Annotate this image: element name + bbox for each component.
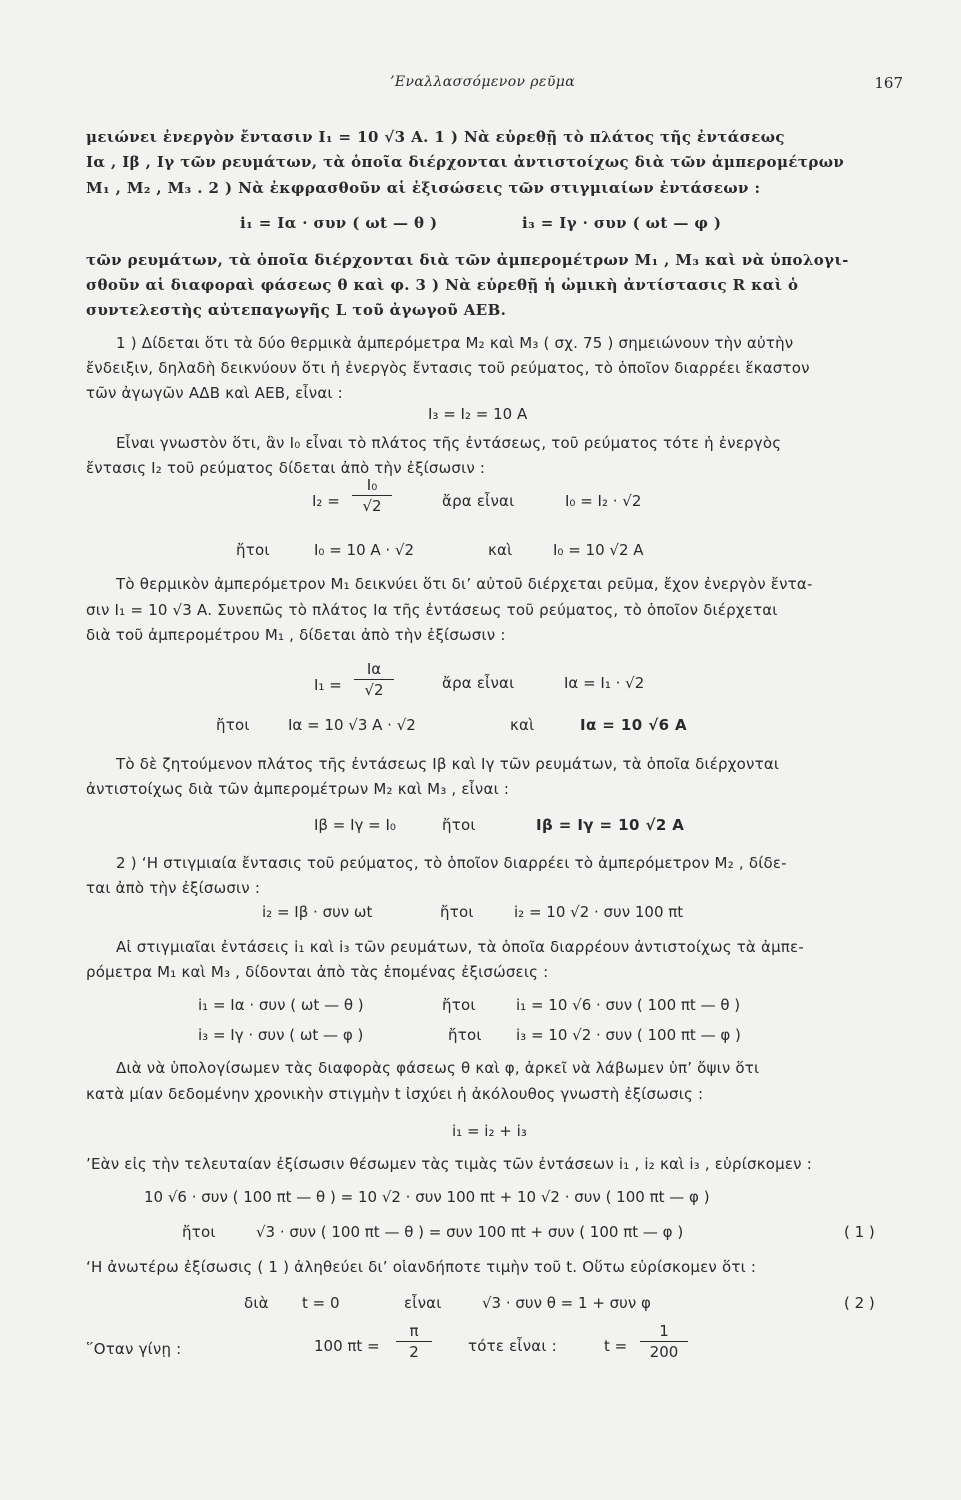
text-line: διὰ — [244, 1294, 269, 1312]
problem-line: σθοῦν αἱ διαφοραὶ φάσεως θ καὶ φ. 3 ) Νὰ εὑρεθῇ ἡ ὠμικὴ ἀντίστασις R καὶ ὁ — [86, 276, 799, 294]
text-line: εἶναι — [404, 1294, 442, 1312]
problem-line: M₁ , M₂ , M₃ . 2 ) Νὰ ἐκφρασθοῦν αἱ ἐξισώσεις τῶν στιγμιαίων ἐντάσεων : — [86, 179, 761, 197]
equation: i₁ = i₂ + i₃ — [452, 1122, 527, 1140]
text-line: ‘Η ἀνωτέρω ἐξίσωσις ( 1 ) ἀληθεύει δι’ οἱανδήποτε τιμὴν τοῦ t. Οὕτω εὑρίσκομεν ὅτι : — [86, 1258, 757, 1276]
chapter-title: ’Εναλλασσόμενον ρεῦμα — [390, 74, 576, 90]
text-line: ἤτοι — [236, 541, 270, 559]
fraction-denominator: 2 — [409, 1343, 419, 1361]
fraction-numerator: Iα — [354, 660, 394, 680]
text-line: ῞Οταν γίνῃ : — [86, 1340, 182, 1358]
text-line: ἤτοι — [182, 1223, 216, 1241]
text-line: ἄρα εἶναι — [442, 492, 515, 510]
equation: I₁ = — [314, 676, 342, 694]
equation: i₁ = Iα · συν ( ωt — θ ) — [240, 214, 438, 232]
equation: 10 √6 · συν ( 100 πt — θ ) = 10 √2 · συν 100 πt + 10 √2 · συν ( 100 πt — φ ) — [144, 1188, 710, 1206]
equation-number: ( 1 ) — [844, 1223, 875, 1241]
fraction — [396, 1322, 432, 1361]
problem-line: Iα , Iβ , Iγ τῶν ρευμάτων, τὰ ὁποῖα διέρχονται ἀντιστοίχως διὰ τῶν ἀμπερομέτρων — [86, 153, 845, 171]
equation: I₀ = I₂ · √2 — [565, 492, 642, 510]
equation: i₃ = Iγ · συν ( ωt — φ ) — [522, 214, 722, 232]
equation: √3 · συν ( 100 πt — θ ) = συν 100 πt + συν ( 100 πt — φ ) — [256, 1223, 684, 1241]
fraction — [354, 660, 394, 699]
equation: I₃ = I₂ = 10 A — [428, 405, 528, 423]
equation: i₂ = 10 √2 · συν 100 πt — [514, 903, 684, 921]
text-line: ’Εὰν εἰς τὴν τελευταίαν ἐξίσωσιν θέσωμεν τὰς τιμὰς τῶν ἐντάσεων i₁ , i₂ καὶ i₃ , εὑρίσκομεν : — [86, 1155, 812, 1173]
text-line: διὰ τοῦ ἀμπερομέτρου M₁ , δίδεται ἀπὸ τὴν ἐξίσωσιν : — [86, 626, 506, 644]
problem-line: συντελεστὴς αὐτεπαγωγῆς L τοῦ ἀγωγοῦ AEB. — [86, 301, 507, 319]
equation: I₀ = 10 A · √2 — [314, 541, 415, 559]
equation: i₃ = Iγ · συν ( ωt — φ ) — [198, 1026, 364, 1044]
equation: i₃ = 10 √2 · συν ( 100 πt — φ ) — [516, 1026, 741, 1044]
fraction-numerator: 1 — [640, 1322, 688, 1342]
equation: √3 · συν θ = 1 + συν φ — [482, 1294, 651, 1312]
text-line: ἤτοι — [442, 816, 476, 834]
text-line: ἤτοι — [216, 716, 250, 734]
equation: I₂ = — [312, 492, 340, 510]
equation: i₁ = Iα · συν ( ωt — θ ) — [198, 996, 364, 1014]
text-line: Αἱ στιγμιαῖαι ἐντάσεις i₁ καὶ i₃ τῶν ρευμάτων, τὰ ὁποῖα διαρρέουν ἀντιστοίχως τὰ ἀμπε- — [116, 938, 804, 956]
fraction — [352, 476, 392, 515]
text-line: 1 ) Δίδεται ὅτι τὰ δύο θερμικὰ ἀμπερόμετρα M₂ καὶ M₃ ( σχ. 75 ) σημειώνουν τὴν αὐτὴν — [116, 334, 794, 352]
text-line: ἄρα εἶναι — [442, 674, 515, 692]
text-line: κατὰ μίαν δεδομένην χρονικὴν στιγμὴν t ἰσχύει ἡ ἀκόλουθος γνωστὴ ἐξίσωσις : — [86, 1085, 704, 1103]
text-line: Τὸ δὲ ζητούμενον πλάτος τῆς ἐντάσεως Iβ καὶ Iγ τῶν ρευμάτων, τὰ ὁποῖα διέρχονται — [116, 755, 780, 773]
equation: I₀ = 10 √2 A — [553, 541, 644, 559]
fraction-denominator: 200 — [649, 1343, 679, 1361]
fraction-denominator: √2 — [364, 681, 384, 699]
text-line: καὶ — [510, 716, 535, 734]
running-header — [0, 74, 961, 98]
equation: Iα = I₁ · √2 — [564, 674, 645, 692]
equation-number: ( 2 ) — [844, 1294, 875, 1312]
text-line: ται ἀπὸ τὴν ἐξίσωσιν : — [86, 879, 261, 897]
text-line: ἔνδειξιν, δηλαδὴ δεικνύουν ὅτι ἡ ἐνεργὸς ἔντασις τοῦ ρεύματος, τὸ ὁποῖον διαρρέει ἕκαστον — [86, 359, 810, 377]
text-line: ρόμετρα M₁ καὶ M₃ , δίδονται ἀπὸ τὰς ἑπομένας ἐξισώσεις : — [86, 963, 549, 981]
equation: t = — [604, 1337, 628, 1355]
equation: t = 0 — [302, 1294, 340, 1312]
text-line: καὶ — [488, 541, 513, 559]
equation: Iβ = Iγ = 10 √2 A — [536, 816, 685, 834]
problem-line: μειώνει ἐνεργὸν ἔντασιν I₁ = 10 √3 A. 1 ) Νὰ εὑρεθῇ τὸ πλάτος τῆς ἐντάσεως — [86, 128, 785, 146]
text-line: ἀντιστοίχως διὰ τῶν ἀμπερομέτρων M₂ καὶ M₃ , εἶναι : — [86, 780, 510, 798]
text-line: 2 ) ‘Η στιγμιαία ἔντασις τοῦ ρεύματος, τὸ ὁποῖον διαρρέει τὸ ἀμπερόμετρον M₂ , δίδε- — [116, 854, 787, 872]
text-line: Διὰ νὰ ὑπολογίσωμεν τὰς διαφορὰς φάσεως θ καὶ φ, ἀρκεῖ νὰ λάβωμεν ὑπ’ ὄψιν ὅτι — [116, 1059, 760, 1077]
equation: i₂ = Iβ · συν ωt — [262, 903, 373, 921]
fraction — [640, 1322, 688, 1361]
problem-line: τῶν ρευμάτων, τὰ ὁποῖα διέρχονται διὰ τῶν ἀμπερομέτρων M₁ , M₃ καὶ νὰ ὑπολογι- — [86, 251, 849, 269]
text-line: ἤτοι — [440, 903, 474, 921]
text-line: ἤτοι — [442, 996, 476, 1014]
text-line: Εἶναι γνωστὸν ὅτι, ἂν I₀ εἶναι τὸ πλάτος τῆς ἐντάσεως, τοῦ ρεύματος τότε ἡ ἐνεργὸς — [116, 434, 782, 452]
page-number: 167 — [874, 74, 903, 92]
equation: 100 πt = — [314, 1337, 380, 1355]
text-line: Τὸ θερμικὸν ἀμπερόμετρον M₁ δεικνύει ὅτι δι’ αὐτοῦ διέρχεται ρεῦμα, ἔχον ἐνεργὸν ἔντα- — [116, 575, 813, 593]
text-line: τῶν ἀγωγῶν ΑΔΒ καὶ ΑΕΒ, εἶναι : — [86, 384, 343, 402]
equation: Iβ = Iγ = I₀ — [314, 816, 396, 834]
text-line: τότε εἶναι : — [468, 1337, 557, 1355]
text-line: σιν I₁ = 10 √3 A. Συνεπῶς τὸ πλάτος Iα τῆς ἐντάσεως τοῦ ρεύματος, τὸ ὁποῖον διέρχεται — [86, 601, 778, 619]
fraction-denominator: √2 — [362, 497, 382, 515]
fraction-numerator: π — [396, 1322, 432, 1342]
equation: i₁ = 10 √6 · συν ( 100 πt — θ ) — [516, 996, 741, 1014]
equation: Iα = 10 √6 A — [580, 716, 688, 734]
fraction-numerator: I₀ — [352, 476, 392, 496]
text-line: ἤτοι — [448, 1026, 482, 1044]
equation: Iα = 10 √3 A · √2 — [288, 716, 416, 734]
text-line: ἔντασις I₂ τοῦ ρεύματος δίδεται ἀπὸ τὴν ἐξίσωσιν : — [86, 459, 486, 477]
